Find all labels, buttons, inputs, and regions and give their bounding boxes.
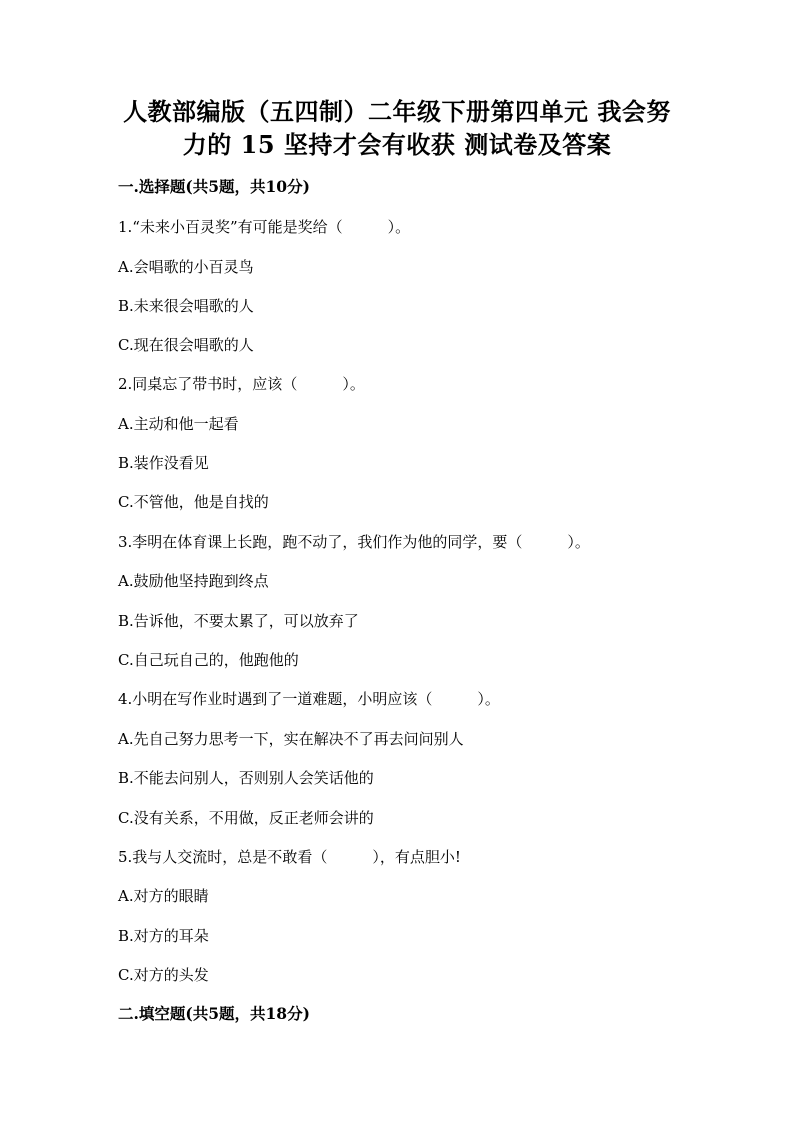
question-5-option-c: C.对方的头发	[118, 966, 209, 984]
question-3-stem: 3.李明在体育课上长跑，跑不动了，我们作为他的同学，要（ ）。	[118, 533, 590, 551]
question-5-stem: 5.我与人交流时，总是不敢看（ ），有点胆小!	[118, 848, 461, 866]
question-4-option-b: B.不能去问别人，否则别人会笑话他的	[118, 769, 374, 787]
document-title-line-1: 人教部编版（五四制）二年级下册第四单元 我会努	[123, 97, 671, 126]
question-2-stem: 2.同桌忘了带书时，应该（ ）。	[118, 375, 365, 393]
question-1-option-b: B.未来很会唱歌的人	[118, 297, 254, 315]
question-1-option-c: C.现在很会唱歌的人	[118, 336, 254, 354]
question-5-option-a: A.对方的眼睛	[118, 887, 209, 905]
question-2-option-a: A.主动和他一起看	[118, 415, 239, 433]
question-2-option-c: C.不管他，他是自找的	[118, 493, 269, 511]
section-heading-fill-in: 二.填空题(共5题，共18分)	[118, 1004, 310, 1023]
document-title-line-2: 力的 15 坚持才会有收获 测试卷及答案	[182, 130, 612, 159]
question-5-option-b: B.对方的耳朵	[118, 927, 209, 945]
question-4-option-a: A.先自己努力思考一下，实在解决不了再去问问别人	[118, 730, 464, 748]
question-4-stem: 4.小明在写作业时遇到了一道难题，小明应该（ ）。	[118, 690, 500, 708]
question-4-option-c: C.没有关系，不用做，反正老师会讲的	[118, 809, 374, 827]
question-3-option-c: C.自己玩自己的，他跑他的	[118, 651, 299, 669]
question-3-option-b: B.告诉他，不要太累了，可以放弃了	[118, 612, 359, 630]
question-2-option-b: B.装作没看见	[118, 454, 209, 472]
question-1-option-a: A.会唱歌的小百灵鸟	[118, 258, 254, 276]
question-3-option-a: A.鼓励他坚持跑到终点	[118, 572, 269, 590]
section-heading-multiple-choice: 一.选择题(共5题，共10分)	[118, 177, 310, 196]
question-1-stem: 1.“未来小百灵奖”有可能是奖给（ ）。	[118, 218, 411, 236]
